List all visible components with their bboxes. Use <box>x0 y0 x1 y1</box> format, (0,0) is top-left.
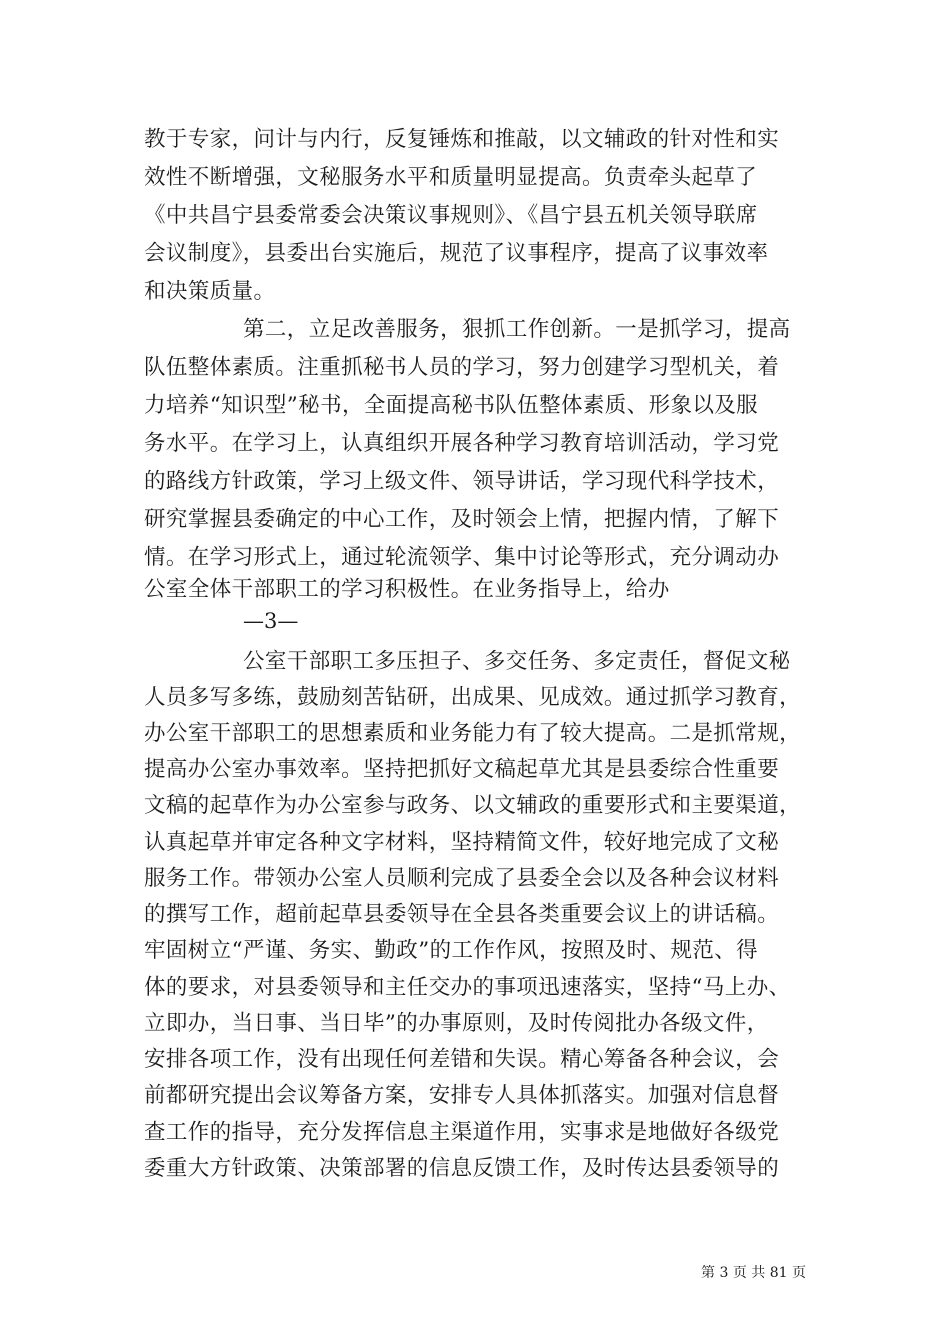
body-line: 认真起草并审定各种文字材料，坚持精简文件，较好地完成了文秘 <box>144 830 780 855</box>
body-line: 体的要求，对县委领导和主任交办的事项迅速落实，坚持“马上办、 <box>144 975 791 1000</box>
body-line: 立即办，当日事、当日毕”的办事原则，及时传阅批办各级文件， <box>144 1011 769 1036</box>
body-line: 力培养“知识型”秘书，全面提高秘书队伍整体素质、形象以及服 <box>144 393 759 418</box>
body-line: 人员多写多练，鼓励刻苦钻研，出成果、见成效。通过抓学习教育， <box>144 685 802 710</box>
body-line: 文稿的起草作为办公室参与政务、以文辅政的重要形式和主要渠道， <box>144 793 802 818</box>
body-line: 公室全体干部职工的学习积极性。在业务指导上，给办 <box>144 577 670 602</box>
body-line: 的路线方针政策，学习上级文件、领导讲话，学习现代科学技术， <box>144 469 780 494</box>
body-line: 提高办公室办事效率。坚持把抓好文稿起草尤其是县委综合性重要 <box>144 757 780 782</box>
body-line: 会议制度》，县委出台实施后，规范了议事程序，提高了议事效率 <box>144 241 769 266</box>
body-line: 服务工作。带领办公室人员顺利完成了县委全会以及各种会议材料 <box>144 866 780 891</box>
body-line: 安排各项工作，没有出现任何差错和失误。精心筹备各种会议，会 <box>144 1047 780 1072</box>
body-line: 的撰写工作，超前起草县委领导在全县各类重要会议上的讲话稿。 <box>144 902 780 927</box>
body-line: 研究掌握县委确定的中心工作，及时领会上情，把握内情，了解下 <box>144 507 780 532</box>
body-line: 教于专家，问计与内行，反复锤炼和推敲，以文辅政的针对性和实 <box>144 127 780 152</box>
body-line: 办公室干部职工的思想素质和业务能力有了较大提高。二是抓常规， <box>144 721 802 746</box>
body-line: 前都研究提出会议筹备方案，安排专人具体抓落实。加强对信息督 <box>144 1083 780 1108</box>
body-line: 委重大方针政策、决策部署的信息反馈工作，及时传达县委领导的 <box>144 1156 780 1181</box>
body-line: 务水平。在学习上，认真组织开展各种学习教育培训活动，学习党 <box>144 431 780 456</box>
body-line: 情。在学习形式上，通过轮流领学、集中讨论等形式，充分调动办 <box>144 545 780 570</box>
body-line: 《中共昌宁县委常委会决策议事规则》、《昌宁县五机关领导联席 <box>144 203 758 228</box>
body-line: 队伍整体素质。注重抓秘书人员的学习，努力创建学习型机关，着 <box>144 355 780 380</box>
body-line: 和决策质量。 <box>144 279 276 304</box>
page-footer: 第 3 页 共 81 页 <box>701 1265 806 1281</box>
page-number-mark: —3— <box>243 609 299 633</box>
body-line: 查工作的指导，充分发挥信息主渠道作用，实事求是地做好各级党 <box>144 1120 780 1145</box>
paragraph-first-line: 第二，立足改善服务，狠抓工作创新。一是抓学习，提高 <box>243 317 791 342</box>
body-line: 效性不断增强，文秘服务水平和质量明显提高。负责牵头起草了 <box>144 165 758 190</box>
body-line: 牢固树立“严谨、务实、勤政”的工作作风，按照及时、规范、得 <box>144 938 759 963</box>
paragraph-first-line: 公室干部职工多压担子、多交任务、多定责任，督促文秘 <box>243 649 791 674</box>
